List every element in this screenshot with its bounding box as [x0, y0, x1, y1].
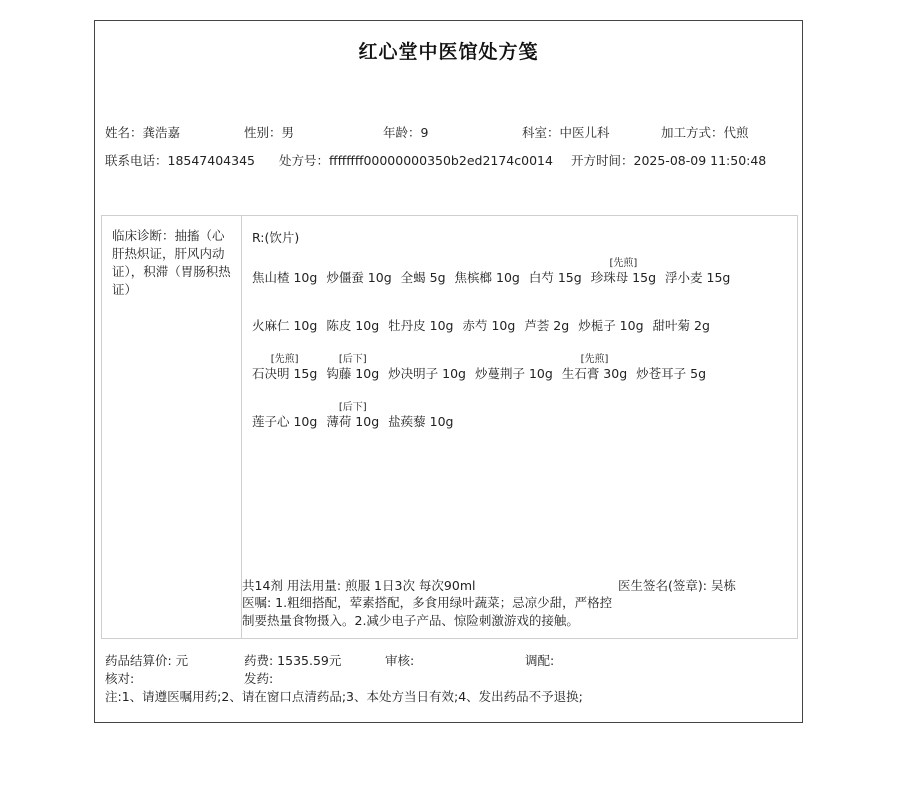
herb-item [562, 350, 627, 382]
herb-item [524, 302, 569, 334]
herb-item [653, 302, 710, 334]
herb-name-dose: 炒栀子 10g [578, 318, 644, 333]
herb-name-dose: 甜叶菊 2g [652, 318, 710, 333]
herb-item [326, 350, 379, 382]
prescription-number: 处方号：ffffffff00000000350b2ed2174c0014 [279, 153, 553, 168]
patient-gender: 性别：男 [244, 125, 295, 140]
herb-name-dose: 浮小麦 15g [665, 270, 731, 285]
diagnosis-column [102, 216, 242, 638]
herb-item [475, 350, 553, 382]
herb-name-dose: 炒决明子 10g [388, 366, 466, 381]
herb-item [326, 302, 379, 334]
herb-name-dose: 盐蒺藜 10g [388, 414, 454, 429]
contact-phone: 联系电话：18547404345 [105, 153, 255, 168]
herb-name-dose: 芦荟 2g [524, 318, 570, 333]
herb-item [326, 398, 379, 430]
clinical-diagnosis: 临床诊断：抽搐（心肝热炽证，肝风内动证），积滞（胃肠积热证） [112, 228, 231, 297]
herb-name-dose: 陈皮 10g [326, 318, 380, 333]
herb-row [252, 302, 719, 342]
herb-decoction-note: [先煎] [580, 354, 609, 365]
herb-item [252, 302, 317, 334]
herb-name-dose: 牡丹皮 10g [388, 318, 454, 333]
herb-item [388, 350, 466, 382]
settlement-price: 药品结算价: 元 [105, 653, 189, 668]
herb-name-dose: 白芍 15g [528, 270, 582, 285]
herb-name-dose: 莲子心 10g [252, 414, 318, 429]
herb-item [578, 302, 643, 334]
herb-item [665, 254, 730, 286]
herb-name-dose: 炒蔓荆子 10g [474, 366, 553, 381]
herb-item [388, 302, 453, 334]
herb-item [529, 254, 582, 286]
herb-decoction-note: [先煎] [609, 258, 638, 269]
patient-age: 年龄：9 [383, 125, 429, 140]
herb-item [326, 254, 391, 286]
prescription-body [101, 215, 798, 639]
footer-note: 注:1、请遵医嘱用药;2、请在窗口点清药品;3、本处方当日有效;4、发出药品不予退换; [105, 689, 583, 704]
herb-name-dose: 钩藤 10g [326, 366, 380, 381]
herb-row [252, 254, 739, 294]
doctor-signature: 医生签名(签章): 吴栋 [618, 578, 736, 593]
herb-item [401, 254, 446, 286]
dosage-summary: 共14剂 用法用量: 煎服 1日3次 每次90ml [242, 578, 476, 593]
department: 科室：中医儿科 [522, 125, 610, 140]
herb-name-dose: 焦槟榔 10g [454, 270, 520, 285]
herb-item [462, 302, 515, 334]
herb-decoction-note: [后下] [338, 402, 367, 413]
patient-name: 姓名：龚浩嘉 [105, 125, 181, 140]
herb-decoction-note: [先煎] [270, 354, 299, 365]
herb-item [252, 350, 317, 382]
prescription-title: 红心堂中医馆处方笺 [358, 41, 539, 63]
herb-item [252, 254, 317, 286]
herb-name-dose: 薄荷 10g [326, 414, 380, 429]
herb-name-dose: 炒苍耳子 5g [636, 366, 707, 381]
issue-field: 发药: [244, 671, 274, 686]
dispense-field: 调配: [525, 653, 555, 668]
medical-advice: 医嘱: 1.粗细搭配，荤素搭配，多食用绿叶蔬菜；忌凉少甜，严格控制要热量食物摄入。2.减少电子产品、惊险刺激游戏的接触。 [242, 595, 613, 628]
herb-decoction-note: [后下] [338, 354, 367, 365]
herb-name-dose: 炒僵蚕 10g [326, 270, 392, 285]
herb-name-dose: 焦山楂 10g [252, 270, 318, 285]
herb-item [636, 350, 706, 382]
prescription-sheet [94, 20, 803, 723]
herb-item [455, 254, 520, 286]
herb-item [388, 398, 453, 430]
herb-name-dose: 珍珠母 15g [590, 270, 657, 285]
review-field: 审核: [385, 653, 415, 668]
herb-name-dose: 石决明 15g [252, 366, 318, 381]
prescription-time: 开方时间：2025-08-09 11:50:48 [571, 153, 767, 168]
herb-row [252, 350, 715, 390]
herb-item [591, 254, 656, 286]
herb-name-dose: 生石膏 30g [561, 366, 628, 381]
processing-method: 加工方式：代煎 [661, 125, 749, 140]
rx-label: R:(饮片) [252, 230, 300, 245]
drug-fee: 药费: 1535.59元 [244, 653, 342, 668]
herb-name-dose: 火麻仁 10g [252, 318, 318, 333]
herb-row [252, 398, 462, 438]
herb-name-dose: 全蝎 5g [400, 270, 446, 285]
check-field: 核对: [105, 671, 135, 686]
herb-item [252, 398, 317, 430]
herb-name-dose: 赤芍 10g [462, 318, 516, 333]
